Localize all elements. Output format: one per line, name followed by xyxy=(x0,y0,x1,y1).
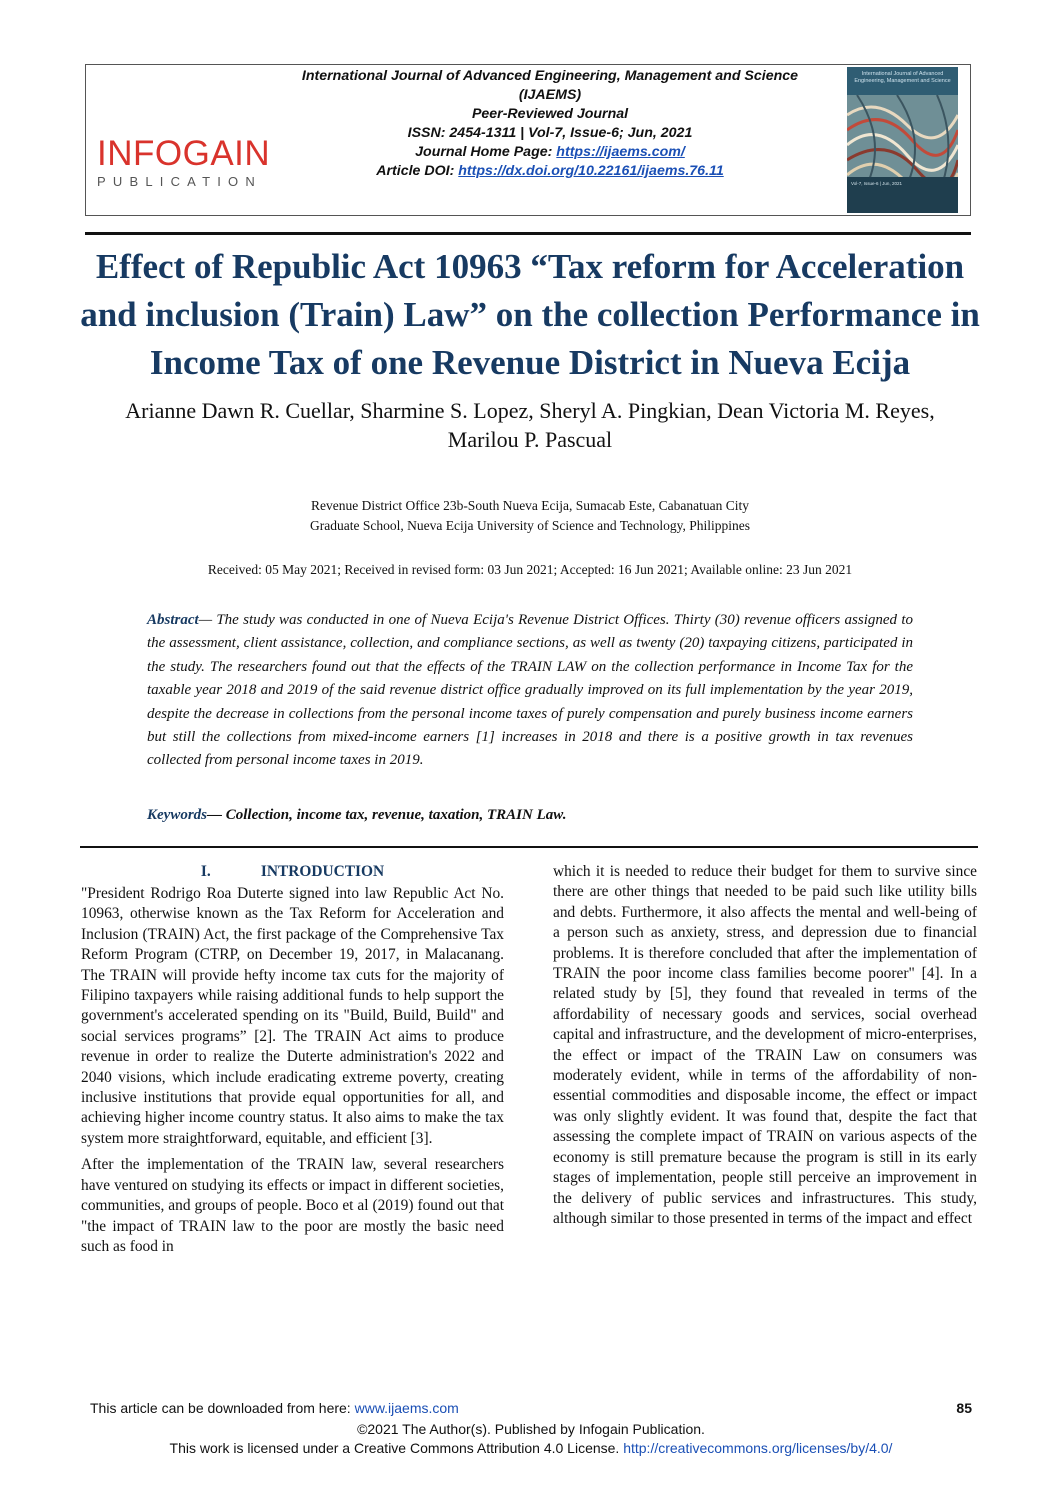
journal-cover-image xyxy=(847,67,958,213)
license-label: This work is licensed under a Creative Commons Attribution 4.0 License. xyxy=(169,1440,624,1456)
section-number: I. xyxy=(200,863,211,880)
affiliation-1: Revenue District Office 23b-South Nueva Ecija, Sumacab Este, Cabanatuan City xyxy=(310,498,749,513)
affiliations xyxy=(90,496,970,536)
abstract xyxy=(147,609,913,773)
license-line xyxy=(90,1439,972,1458)
affiliation-2: Graduate School, Nueva Ecija University of Science and Technology, Philippines xyxy=(310,518,750,533)
copyright: ©2021 The Author(s). Published by Infogain Publication. xyxy=(357,1421,705,1437)
download-label: This article can be downloaded from here: xyxy=(90,1400,355,1416)
logo-sub: PUBLICATION xyxy=(97,174,262,189)
keywords-label: Keywords xyxy=(147,807,207,823)
paper-authors: Arianne Dawn R. Cuellar, Sharmine S. Lopez, Sheryl A. Pingkian, Dean Victoria M. Reyes, Marilou P. Pascual xyxy=(125,398,935,452)
home-label: Journal Home Page: xyxy=(415,144,557,160)
abstract-text: — The study was conducted in one of Nueva Ecija's Revenue District Offices. Thirty (30) revenue officers assigned to the assessment, client assistance, collection, and compliance sections, as well as twenty (20) taxpaying citizens, participated in the study. The researchers found out that the effects of the TRAIN LAW on the collection performance in Income Tax for the taxable year 2018 and 2019 of the said revenue district office gradually improved on its full implementation by the year 2019, despite the decrease in collections from the personal income taxes of purely compensation and purely business income earners but still the collections from mixed-income earners [1] increases in 2018 and there is a positive growth in tax revenues collected from personal income taxes in 2019. xyxy=(147,612,913,769)
keywords xyxy=(147,805,913,825)
download-link[interactable]: www.ijaems.com xyxy=(354,1400,459,1416)
header-rule xyxy=(85,232,971,235)
cover-issue: Vol-7, Issue-6 | Jun, 2021 xyxy=(847,177,958,213)
peer-reviewed: Peer-Reviewed Journal xyxy=(471,106,629,122)
cover-pattern xyxy=(847,95,958,185)
right-column xyxy=(553,862,977,1235)
footer-license xyxy=(90,1420,972,1458)
footer-download-line xyxy=(90,1399,972,1417)
doi-line xyxy=(265,162,835,181)
home-line xyxy=(265,143,835,162)
abstract-rule xyxy=(80,846,978,848)
paper-title: Effect of Republic Act 10963 “Tax reform for Acceleration and inclusion (Train) Law” on the collection Performance in Income Tax of one Revenue District in Nueva Ecija xyxy=(80,247,980,382)
journal-name: International Journal of Advanced Engineering, Management and Science xyxy=(301,68,799,84)
keywords-text: — Collection, income tax, revenue, taxation, TRAIN Law. xyxy=(207,807,567,823)
section-heading xyxy=(81,862,504,882)
page-number: 85 xyxy=(956,1400,972,1416)
issn-line: ISSN: 2454-1311 | Vol-7, Issue-6; Jun, 2021 xyxy=(407,125,693,141)
section-title: INTRODUCTION xyxy=(260,863,385,880)
paragraph-2: After the implementation of the TRAIN law, several researchers have ventured on studying its effects or impact in different societies, communities, and groups of people. Boco et al (2019) found out that "the impact of TRAIN law to the poor are mostly the basic need such as food in xyxy=(81,1156,504,1255)
cover-title: International Journal of Advanced Engineering, Management and Science xyxy=(854,71,951,84)
paragraph-1: "President Rodrigo Roa Duterte signed into law Republic Act No. 10963, otherwise known as the Tax Reform for Acceleration and Inclusion (TRAIN) Act, the first package of the Comprehensive Tax Reform Program (CTRP, on December 19, 2017, in Malacanang. The TRAIN will provide hefty income tax cuts for the majority of Filipino taxpayers while raising additional funds to help support the government's accelerated spending on its "Build, Build, Build" and social services programs” [2]. The TRAIN Act aims to produce revenue in order to realize the Duterte administration's 2022 and 2040 visions, which include eradicating extreme poverty, creating inclusive institutions that provide equal opportunities for all, and achieving higher income country status. It also aims to make the tax system more straightforward, equitable, and efficient [3]. xyxy=(81,885,504,1147)
doi-label: Article DOI: xyxy=(376,163,459,179)
home-link[interactable]: https://ijaems.com/ xyxy=(556,144,685,160)
abstract-label: Abstract xyxy=(147,612,199,628)
logo-word: INFOGAIN xyxy=(97,134,271,173)
doi-link[interactable]: https://dx.doi.org/10.22161/ijaems.76.11 xyxy=(458,163,724,179)
left-column xyxy=(81,862,504,1263)
license-link[interactable]: http://creativecommons.org/licenses/by/4.0/ xyxy=(623,1440,893,1456)
publisher-logo xyxy=(97,134,271,189)
journal-info xyxy=(265,67,835,181)
paragraph-3: which it is needed to reduce their budget for them to survive since there are other things that needed to be paid such like utility bills and debts. Furthermore, it also affects the mental and well-being of a person such as anxiety, stress, and depression due to financial problems. It is therefore concluded that after the implementation of TRAIN the poor income class families become poorer" [4]. In a related study by [5], they found that revealed in terms of the affordability of necessary goods and services, social overhead capital and infrastructure, and the development of micro-enterprises, the effect or impact of the TRAIN Law on consumers was moderately evident, while in terms of the affordability of non-essential commodities and disposable income, the effect or impact was only slightly evident. It was found that, despite the fact that assessing the complete impact of TRAIN on various aspects of the economy is still premature because the program is still in its early stages of implementation, people still perceive an improvement in the delivery of public services and infrastructures. This study, although similar to those presented in terms of the impact and effect xyxy=(553,863,977,1227)
publication-dates: Received: 05 May 2021; Received in revised form: 03 Jun 2021; Accepted: 16 Jun 2021; Available online: 23 Jun 2021 xyxy=(207,562,853,577)
journal-abbr: (IJAEMS) xyxy=(518,87,582,103)
